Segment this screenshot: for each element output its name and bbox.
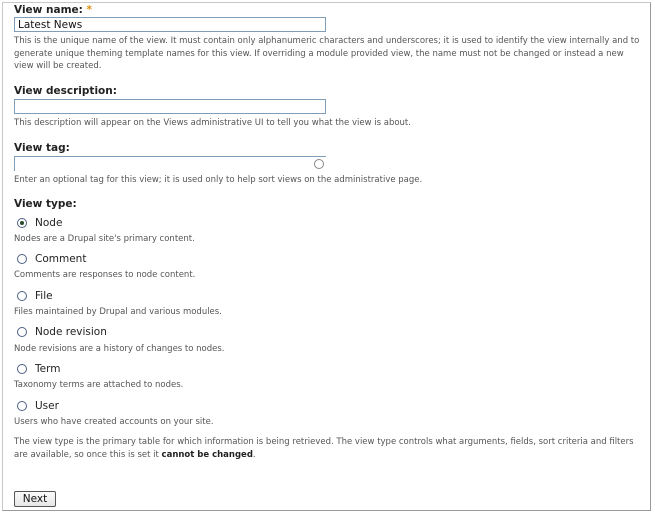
autocomplete-throbber-icon — [314, 159, 324, 169]
view-type-option-comment[interactable] — [17, 253, 86, 265]
view-type-option-term[interactable] — [17, 363, 60, 375]
radio-node-revision[interactable] — [17, 327, 27, 337]
view-type-option-user[interactable] — [17, 400, 59, 412]
view-description-help: This description will appear on the Views administrative UI to tell you what the view is about. — [14, 118, 411, 128]
view-tag-input[interactable] — [14, 156, 326, 171]
required-marker: * — [86, 4, 92, 16]
view-description-input[interactable] — [14, 99, 326, 114]
view-type-option-description: Files maintained by Drupal and various modules. — [14, 307, 222, 317]
radio-label: Node — [35, 217, 63, 229]
radio-comment[interactable] — [17, 254, 27, 264]
view-tag-label: View tag: — [14, 142, 70, 154]
view-type-help: The view type is the primary table for which information is being retrieved. The view type controls what arguments, fields, sort criteria and filters are available, so once this is set it cannot be changed. — [14, 437, 634, 460]
radio-node[interactable] — [17, 218, 27, 228]
view-name-input[interactable] — [14, 17, 326, 32]
view-type-option-description: Nodes are a Drupal site's primary content. — [14, 234, 195, 244]
radio-file[interactable] — [17, 291, 27, 301]
radio-user[interactable] — [17, 401, 27, 411]
radio-term[interactable] — [17, 364, 27, 374]
view-type-option-file[interactable] — [17, 290, 53, 302]
radio-label: Comment — [35, 253, 87, 265]
view-type-help-emphasis: cannot be changed — [161, 449, 253, 460]
view-name-description: This is the unique name of the view. It must contain only alphanumeric characters and underscores; it is used to identify the view internally and to generate unique theming template names for this view. If overriding a module provided view, the name must not be changed or instead a new view will be created. — [14, 36, 640, 71]
view-type-option-node-revision[interactable] — [17, 326, 107, 338]
view-description-label: View description: — [14, 85, 117, 97]
view-tag-description: Enter an optional tag for this view; it is used only to help sort views on the administrative page. — [14, 175, 423, 185]
view-type-option-description: Node revisions are a history of changes to nodes. — [14, 344, 225, 354]
view-type-option-description: Users who have created accounts on your site. — [14, 417, 214, 427]
view-type-option-node[interactable] — [17, 217, 62, 229]
radio-label: Node revision — [35, 326, 107, 338]
view-type-label: View type: — [14, 198, 77, 210]
radio-label: File — [35, 290, 53, 302]
view-name-label: View name: * — [14, 4, 92, 16]
view-type-option-description: Taxonomy terms are attached to nodes. — [14, 380, 184, 390]
next-button[interactable]: Next — [14, 491, 56, 507]
page-frame — [2, 2, 651, 511]
view-type-option-description: Comments are responses to node content. — [14, 270, 196, 280]
radio-label: User — [35, 400, 59, 412]
radio-label: Term — [35, 363, 61, 375]
